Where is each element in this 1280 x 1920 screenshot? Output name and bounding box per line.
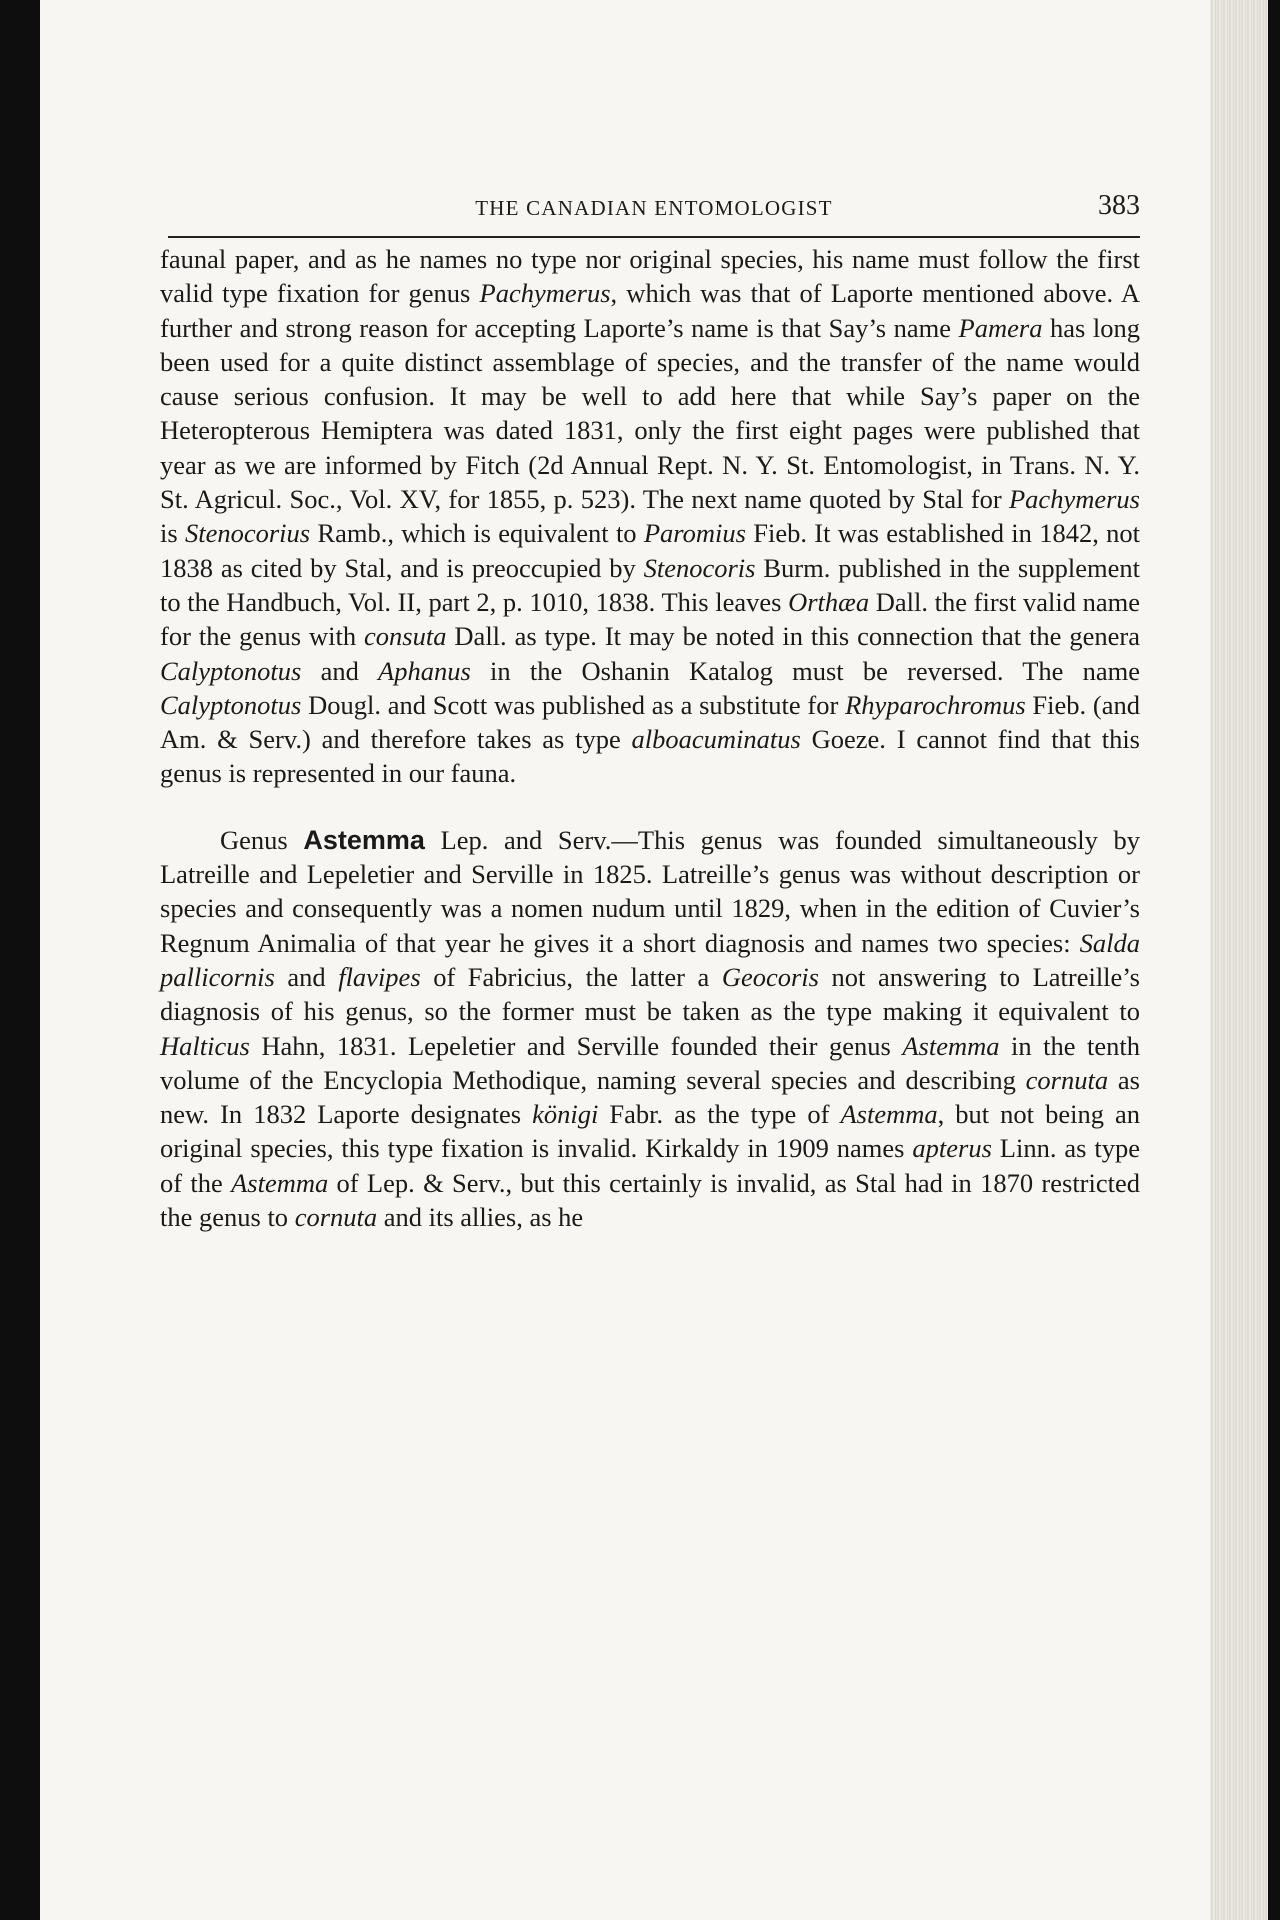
italic-term: Calyptonotus [160, 655, 302, 686]
page-number: 383 [1098, 190, 1140, 221]
paragraph-genus-astemma [160, 823, 1140, 1235]
italic-term: Paromius [643, 518, 746, 549]
book-page [40, 0, 1268, 1920]
text-run: Dall. as type. It may be noted in this connection that the genera [446, 621, 1141, 652]
text-run: Lep. and Serv.—This genus was founded simultaneously by Latreille and Lepeletier and Serville in 1825. Latreille’s genus was without description or species and consequently was a nomen nudum until 1829, when in the edition of Cuvier’s Regnum Animalia of that year he gives it a short diagnosis and names two species: [160, 824, 1141, 958]
text-run: Burm. published in the supplement to the Handbuch, Vol. II, part 2, p. 1010, 1838. This leaves [160, 552, 1140, 617]
text-run: Ramb., which is equivalent to [310, 518, 644, 549]
italic-term: Astemma [902, 1030, 1000, 1061]
text-run: Dall. the first valid name for the genus with [160, 586, 1140, 652]
text-run: Linn. as type of the [160, 1133, 1141, 1198]
text-run: and its allies, as he [377, 1202, 584, 1233]
italic-term: Halticus [160, 1030, 250, 1061]
italic-term: Pachymerus [1009, 484, 1140, 515]
genus-heading: Astemma [303, 824, 425, 855]
italic-term: Aphanus [378, 655, 471, 686]
italic-term: Salda pallicornis [160, 927, 1140, 992]
italic-term: Astemma [840, 1099, 938, 1130]
italic-term: Orthæa [788, 586, 870, 617]
italic-term: cornuta [294, 1202, 378, 1233]
italic-term: cornuta [1025, 1064, 1109, 1095]
text-run: has long been used for a quite distinct assemblage of species, and the transfer of the name would cause serious confusion. It may be well to add here that while Say’s paper on the Heteropterous Hemiptera was dated 1831, only the first eight pages were published that year as we are informed by Fitch (2d Annual Rept. N. Y. St. Entomologist, in Trans. N. Y. St. Agricul. Soc., Vol. XV, for 1855, p. 523). The next name quoted by Stal for [160, 312, 1140, 515]
text-run: , but not being an original species, this type fixation is invalid. Kirkaldy in 1909 names [160, 1099, 1140, 1164]
body-text [160, 242, 1140, 1234]
italic-term: Stenocoris [643, 552, 756, 583]
text-run: Genus [220, 824, 304, 855]
page-header [168, 190, 1140, 238]
text-run: and [274, 961, 339, 992]
text-run: , which was that of Laporte mentioned above. A further and strong reason for accepting Laporte’s name is that Say’s name [160, 278, 1140, 343]
text-run: Goeze. I cannot find that this genus is represented in our fauna. [160, 724, 1140, 789]
text-run: Hahn, 1831. Lepeletier and Serville founded their genus [249, 1030, 903, 1061]
italic-term: königi [532, 1099, 599, 1130]
text-run: and [301, 655, 379, 686]
text-run: Fabr. as the type of [598, 1099, 841, 1130]
text-run: Fieb. (and Am. & Serv.) and therefore takes as type [160, 689, 1141, 755]
text-run: faunal paper, and as he names no type nor original species, his name must follow the first valid type fixation for genus [160, 244, 1140, 309]
italic-term: Stenocorius [184, 518, 311, 549]
italic-term: Pamera [958, 312, 1043, 343]
text-run: in the tenth volume of the Encyclopia Methodique, naming several species and describing [160, 1030, 1140, 1095]
text-run: Dougl. and Scott was published as a substitute for [301, 689, 846, 720]
italic-term: Astemma [231, 1167, 329, 1198]
page-edge-shadow [1210, 0, 1268, 1920]
text-run: in the Oshanin Katalog must be reversed. The name [470, 655, 1140, 686]
italic-term: Pachymerus [479, 278, 611, 309]
text-run: as new. In 1832 Laporte designates [160, 1064, 1140, 1130]
italic-term: consuta [364, 621, 447, 652]
italic-term: apterus [912, 1133, 992, 1164]
text-run: not answering to Latreille’s diagnosis of his genus, so the former must be taken as the type making it equivalent to [160, 961, 1140, 1027]
paragraph-continuation [160, 242, 1140, 791]
text-run: of Fabricius, the latter a [420, 961, 722, 992]
text-run: Fieb. It was established in 1842, not 1838 as cited by Stal, and is preoccupied by [160, 518, 1140, 583]
text-run: of Lep. & Serv., but this certainly is invalid, as Stal had in 1870 restricted the genus to [160, 1167, 1141, 1233]
italic-term: Geocoris [721, 961, 819, 992]
text-run: is [160, 518, 185, 549]
running-title: THE CANADIAN ENTOMOLOGIST [475, 196, 833, 220]
italic-term: flavipes [338, 961, 421, 992]
italic-term: Calyptonotus [160, 689, 302, 720]
italic-term: Rhyparochromus [845, 689, 1026, 720]
italic-term: alboacuminatus [631, 724, 801, 755]
